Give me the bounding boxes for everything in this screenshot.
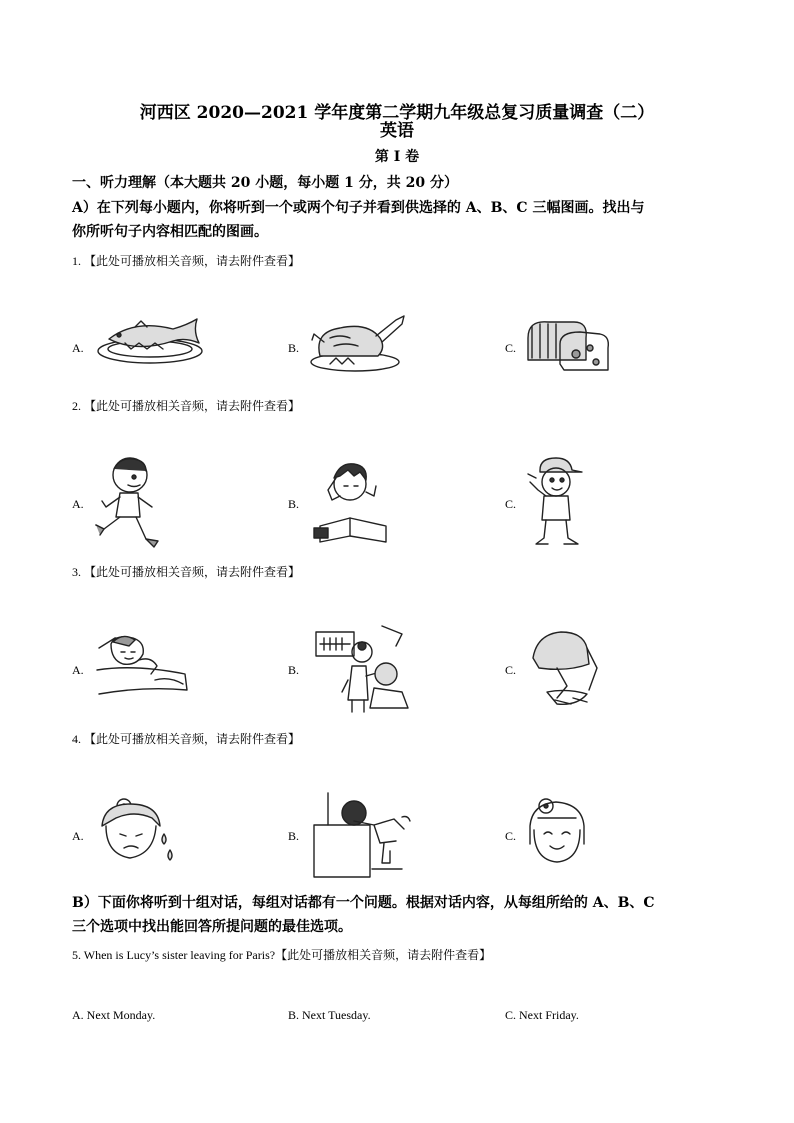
q2-option-a[interactable]: A. (72, 497, 84, 511)
question-3-label: 3. 【此处可播放相关音频，请去附件查看】 (72, 565, 301, 579)
part-a-instructions-line1: A）在下列每小题内，你将听到一个或两个句子并看到供选择的 A、B、C 三幅图画。找出与 (72, 200, 645, 216)
q5-option-c[interactable]: C. Next Friday. (505, 1008, 579, 1022)
sick-in-bed-image (95, 630, 191, 700)
part-a-instructions-line2: 你所听句子内容相匹配的图画。 (72, 224, 268, 240)
q2-option-c[interactable]: C. (505, 497, 517, 511)
question-4-label: 4. 【此处可播放相关音频，请去附件查看】 (72, 732, 301, 746)
q1-option-c[interactable]: C. (505, 341, 517, 355)
girl-crying-image (94, 796, 184, 868)
boy-studying-image (310, 456, 390, 548)
dentist-image (312, 622, 412, 714)
boy-running-image (94, 455, 166, 551)
question-1-label: 1. 【此处可播放相关音频，请去附件查看】 (72, 254, 301, 268)
q4-option-c[interactable]: C. (505, 829, 517, 843)
knee-injury-image (527, 628, 603, 710)
fish-on-plate-image (95, 315, 205, 365)
q4-option-b[interactable]: B. (288, 829, 300, 843)
q3-option-a[interactable]: A. (72, 663, 84, 677)
question-2-label: 2. 【此处可播放相关音频，请去附件查看】 (72, 399, 301, 413)
roast-chicken-image (310, 312, 410, 374)
q5-option-a[interactable]: A. Next Monday. (72, 1008, 156, 1022)
bread-loaf-image (524, 318, 614, 374)
question-5-label: 5. When is Lucy’s sister leaving for Paris?【此处可播放相关音频，请去附件查看】 (72, 948, 492, 962)
section-heading: 一、听力理解（本大题共 20 小题，每小题 1 分，共 20 分） (72, 175, 458, 191)
volume-label: 第 I 卷 (374, 149, 420, 165)
q1-option-b[interactable]: B. (288, 341, 300, 355)
part-b-instructions-line2: 三个选项中找出能回答所提问题的最佳选项。 (72, 919, 352, 935)
girl-asleep-at-desk-image (310, 791, 414, 879)
q4-option-a[interactable]: A. (72, 829, 84, 843)
q2-option-b[interactable]: B. (288, 497, 300, 511)
q3-option-c[interactable]: C. (505, 663, 517, 677)
girl-smiling-image (524, 796, 590, 866)
part-b-instructions-line1: B）下面你将听到十组对话，每组对话都有一个问题。根据对话内容，从每组所给的 A、B、C (72, 895, 655, 911)
subject-title: 英语 (380, 121, 414, 141)
q5-option-b[interactable]: B. Next Tuesday. (288, 1008, 371, 1022)
boy-with-cap-image (526, 456, 586, 548)
exam-title: 河西区 2020—2021 学年度第二学期九年级总复习质量调查（二） (139, 103, 655, 123)
q3-option-b[interactable]: B. (288, 663, 300, 677)
q1-option-a[interactable]: A. (72, 341, 84, 355)
